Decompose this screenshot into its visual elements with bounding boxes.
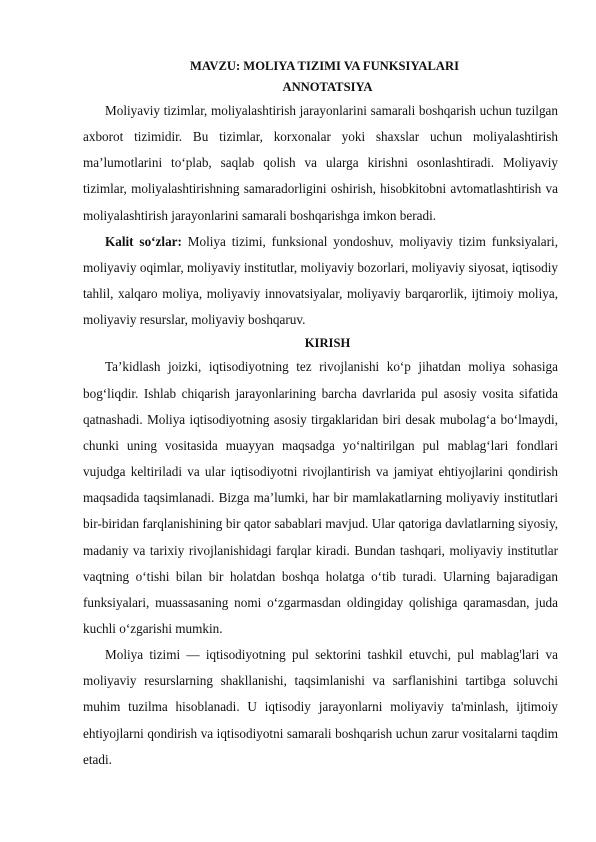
annotation-heading: ANNOTATSIYA <box>282 80 373 94</box>
intro-paragraph-1: Ta’kidlash joizki, iqtisodiyotning tez rivojlanishi ko‘p jihatdan moliya sohasiga bog‘liqdir. Ishlab chiqarish jarayonlarining barcha davrlarida pul asosiy vosita sifatida qatnashadi. Moliya iqtisodiyotning asosiy tirgaklaridan biri desak mubolag‘a bo‘lmaydi, chunki uning vositasida muayyan maqsadga yo‘naltirilgan pul mablag‘lari fondlari vujudga keltiriladi va ular iqtisodiyotni rivojlantirish va jamiyat ehtiyojlarini qondirish maqsadida taqsimlanadi. Bizga ma’lumki, har bir mamlakatlarning moliyaviy institutlari bir-biridan farqlanishining bir qator sabablari mavjud. Ular qatoriga davlatlarning siyosiy, madaniy va tarixiy rivojlanishidagi farqlar kiradi. Bundan tashqari, moliyaviy institutlar vaqtning o‘tishi bilan bir holatdan boshqa holatga o‘tib turadi. Ularning bajaradigan funksiyalari, muassasaning nomi o‘zgarmasdan oldingiday qolishiga qaramasdan, juda kuchli o‘zgarishi mumkin. <box>83 359 558 636</box>
intro-paragraph-2: Moliya tizimi — iqtisodiyotning pul sektorini tashkil etuvchi, pul mablag'lari va moliyaviy resurslarning shakllanishi, taqsimlanishi va sarflanishini tartibga soluvchi muhim tuzilma hisoblanadi. U iqtisodiy jarayonlarni moliyaviy ta'minlash, ijtimoiy ehtiyojlarni qondirish va iqtisodiyotni samarali boshqarish uchun zarur vositalarni taqdim etadi. <box>83 647 558 767</box>
keywords-list: Moliya tizimi, funksional yondoshuv, moliyaviy tizim funksiyalari, moliyaviy oqimlar, moliyaviy institutlar, moliyaviy bozorlari, moliyaviy siyosat, iqtisodiy tahlil, xalqaro moliya, moliyaviy innovatsiyalar, moliyaviy barqarorlik, ijtimoiy moliya, moliyaviy resurslar, moliyaviy boshqaruv. <box>83 233 559 328</box>
annotation-paragraph: Moliyaviy tizimlar, moliyalashtirish jarayonlarini samarali boshqarish uchun tuzilgan axborot tizimidir. Bu tizimlar, korxonalar yoki shaxslar uchun moliyalashtirish ma’lumotlarini to‘plab, saqlab qolish va ularga kirishni osonlashtiradi. Moliyaviy tizimlar, moliyalashtirishning samaradorligini oshirish, hisobkitobni avtomatlashtirish va moliyalashtirish jarayonlarini samarali boshqarishga imkon beradi. <box>83 103 558 223</box>
intro-heading: KIRISH <box>304 336 351 351</box>
keywords-label: Kalit so‘zlar: <box>105 233 182 249</box>
keywords-paragraph <box>83 229 558 334</box>
document-page <box>83 56 558 773</box>
document-title: MAVZU: MOLIYA TIZIMI VA FUNKSIYALARI <box>190 59 459 73</box>
